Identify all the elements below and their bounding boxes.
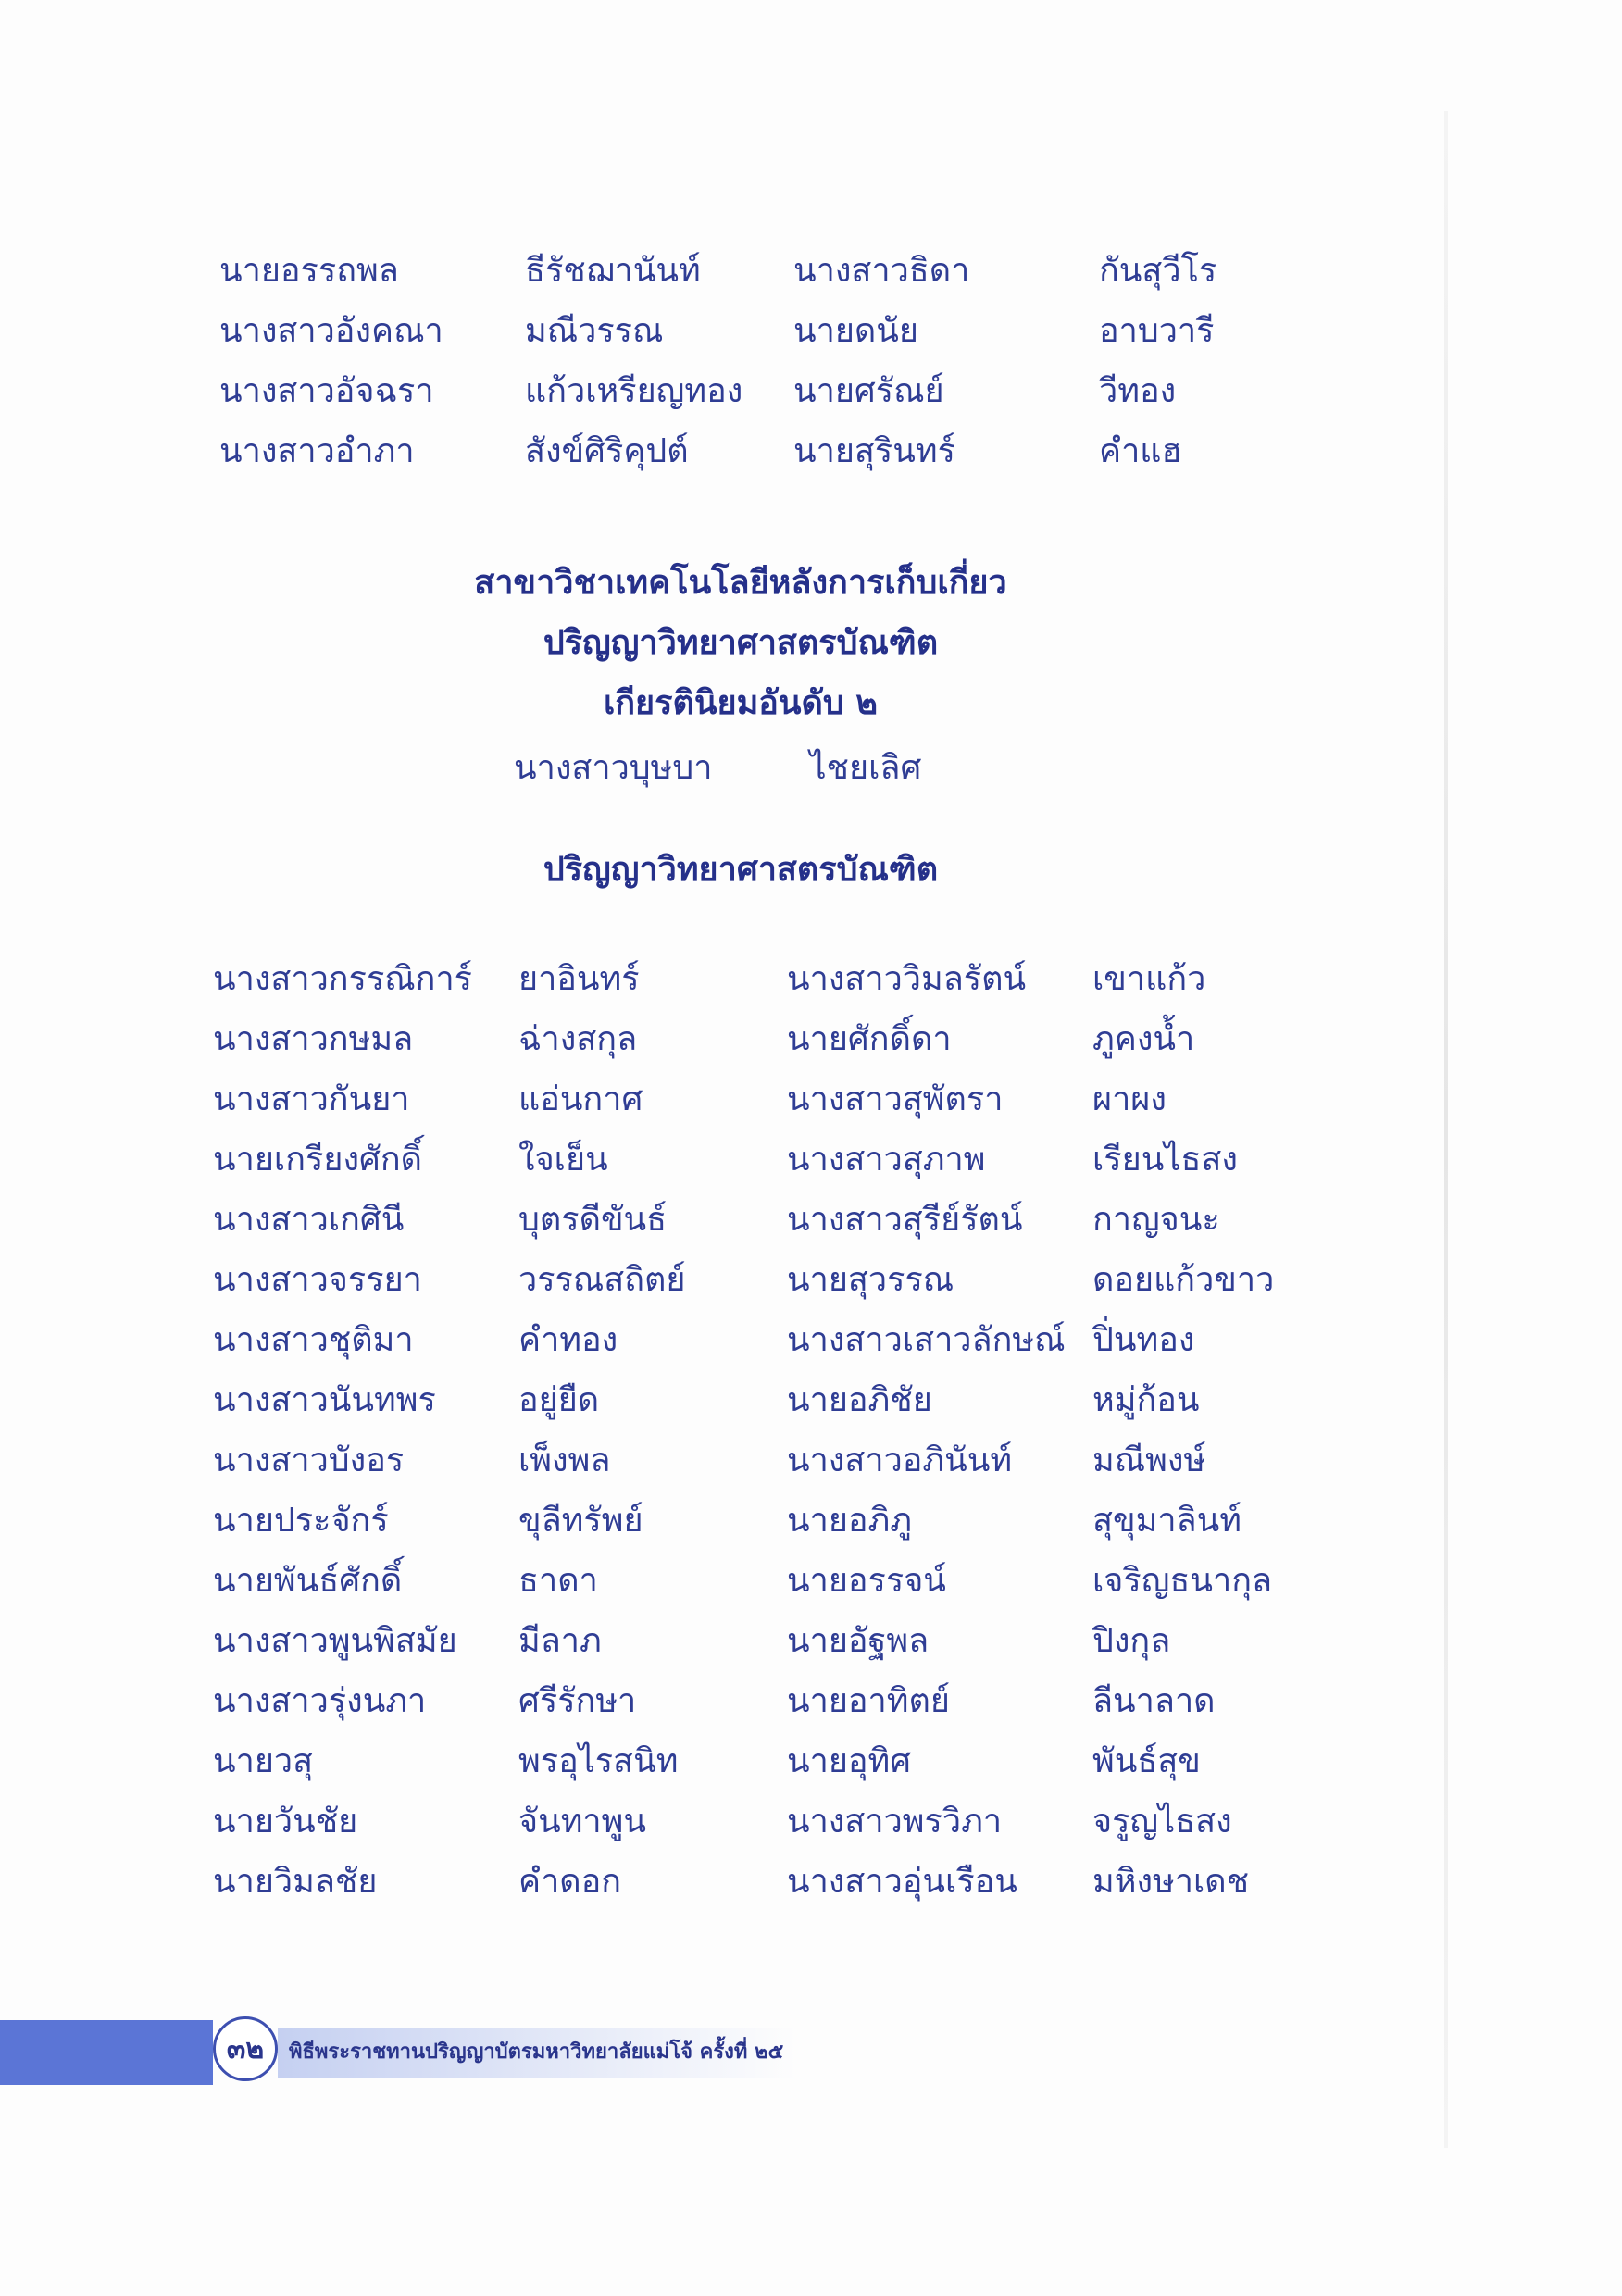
first-name-right: นางสาวเสาวลักษณ์: [787, 1321, 1066, 1359]
section-major-heading: สาขาวิชาเทคโนโลยีหลังการเก็บเกี่ยว: [474, 564, 1007, 602]
last-name-right: ภูคงน้ำ: [1092, 1020, 1195, 1058]
footer-title: พิธีพระราชทานปริญญาบัตรมหาวิทยาลัยแม่โจ้ ครั้งที่ ๒๕: [289, 2040, 784, 2064]
last-name-left: แก้วเหรียญทอง: [525, 372, 743, 410]
footer-band: [0, 2020, 213, 2085]
last-name-left: ธาดา: [518, 1562, 598, 1600]
last-name-right: วีทอง: [1099, 372, 1177, 410]
page-number-badge: ๓๒: [213, 2016, 278, 2081]
first-name-right: นายศรัณย์: [793, 372, 944, 410]
last-name-left: พรอุไรสนิท: [518, 1742, 679, 1780]
last-name-right: มณีพงษ์: [1092, 1441, 1206, 1479]
first-name-right: นายอภิภู: [787, 1502, 912, 1540]
section-degree-heading: ปริญญาวิทยาศาสตรบัณฑิต: [543, 624, 939, 662]
last-name-right: จรูญไธสง: [1092, 1803, 1232, 1841]
first-name-right: นายอุทิศ: [787, 1742, 912, 1780]
last-name-left: ศรีรักษา: [518, 1682, 637, 1720]
first-name-left: นายอรรถพล: [219, 252, 399, 290]
first-name-left: นางสาวรุ่งนภา: [213, 1682, 427, 1720]
last-name-right: หมู่ก้อน: [1092, 1381, 1200, 1419]
first-name-right: นายอภิชัย: [787, 1381, 932, 1419]
last-name-right: กันสุวีโร: [1099, 252, 1217, 290]
first-name-left: นางสาวบังอร: [213, 1441, 405, 1479]
first-name-right: นายอัฐพล: [787, 1622, 930, 1660]
first-name-left: นายเกรียงศักดิ์: [213, 1141, 423, 1179]
first-name-left: นายวันชัย: [213, 1803, 358, 1841]
first-name-right: นายสุรินทร์: [793, 432, 955, 470]
last-name-right: พันธ์สุข: [1092, 1742, 1201, 1780]
last-name-right: กาญจนะ: [1092, 1201, 1220, 1239]
last-name-left: มีลาภ: [518, 1622, 602, 1660]
last-name-right: เจริญธนากุล: [1092, 1562, 1273, 1600]
first-name-right: นายศักดิ์ดา: [787, 1020, 952, 1058]
first-name-left: นางสาวเกศินี: [213, 1201, 405, 1239]
honor-graduate-row: [514, 741, 921, 793]
first-name-left: นายวิมลชัย: [213, 1863, 378, 1901]
last-name-left: คำทอง: [518, 1321, 618, 1359]
last-name-right: คำแฮ: [1099, 432, 1182, 470]
first-name-right: นายดนัย: [793, 312, 918, 350]
first-name-right: นางสาวสุพัตรา: [787, 1080, 1004, 1118]
first-name-left: นางสาวกรรณิการ์: [213, 960, 473, 998]
first-name-left: นายประจักร์: [213, 1502, 389, 1540]
first-name-right: นายสุวรรณ: [787, 1261, 954, 1299]
last-name-left: มณีวรรณ: [525, 312, 664, 350]
section-honor-heading: เกียรตินิยมอันดับ ๒: [603, 684, 879, 722]
last-name-left: แอ่นกาศ: [518, 1080, 643, 1118]
first-name-left: นางสาวอำภา: [219, 432, 415, 470]
last-name-left: บุตรดีขันธ์: [518, 1201, 668, 1239]
last-name-right: ปิงกุล: [1092, 1622, 1171, 1660]
last-name-left: เพ็งพล: [518, 1441, 611, 1479]
last-name-right: ผาผง: [1092, 1080, 1167, 1118]
first-name-left: นายพันธ์ศักดิ์: [213, 1562, 403, 1600]
last-name-left: จันทาพูน: [518, 1803, 646, 1841]
first-name-left: นางสาวอัจฉรา: [219, 372, 434, 410]
graduate-list-bottom: [213, 949, 1296, 1912]
last-name-left: วรรณสถิตย์: [518, 1261, 686, 1299]
first-name-left: นางสาวพูนพิสมัย: [213, 1622, 457, 1660]
first-name-right: นางสาวธิดา: [793, 252, 970, 290]
last-name-right: ดอยแก้วขาว: [1092, 1261, 1275, 1299]
first-name-right: นางสาวอุ่นเรือน: [787, 1863, 1017, 1901]
last-name-right: มหิงษาเดช: [1092, 1863, 1250, 1901]
first-name-right: นายอาทิตย์: [787, 1682, 950, 1720]
last-name-left: ขุลีทรัพย์: [518, 1502, 643, 1540]
last-name-left: อยู่ยืด: [518, 1381, 600, 1419]
last-name-left: ใจเย็น: [518, 1141, 608, 1179]
last-name-right: เขาแก้ว: [1092, 960, 1206, 998]
last-name-right: เรียนไธสง: [1092, 1141, 1238, 1179]
last-name-left: ยาอินทร์: [518, 960, 640, 998]
first-name-left: นางสาวกันยา: [213, 1080, 410, 1118]
first-name-left: นางสาวอังคณา: [219, 312, 443, 350]
first-name-right: นางสาวสุรีย์รัตน์: [787, 1201, 1023, 1239]
last-name-left: คำดอก: [518, 1863, 622, 1901]
honor-last-name: ไชยเลิศ: [809, 749, 922, 787]
degree-heading: ปริญญาวิทยาศาสตรบัณฑิต: [543, 851, 939, 889]
honor-first-name: นางสาวบุษบา: [514, 749, 713, 787]
first-name-left: นายวสุ: [213, 1742, 314, 1780]
first-name-left: นางสาวจรรยา: [213, 1261, 422, 1299]
first-name-left: นางสาวชุติมา: [213, 1321, 414, 1359]
last-name-right: ปิ่นทอง: [1092, 1321, 1195, 1359]
first-name-right: นางสาววิมลรัตน์: [787, 960, 1027, 998]
last-name-right: สุขุมาลินท์: [1092, 1502, 1241, 1540]
first-name-right: นายอรรจน์: [787, 1562, 946, 1600]
page-edge: [1444, 111, 1448, 2148]
first-name-left: นางสาวนันทพร: [213, 1381, 436, 1419]
first-name-right: นางสาวพรวิภา: [787, 1803, 1003, 1841]
last-name-left: ฉ่างสกุล: [518, 1020, 638, 1058]
first-name-right: นางสาวอภินันท์: [787, 1441, 1013, 1479]
last-name-right: อาบวารี: [1099, 312, 1215, 350]
graduate-list-top: [219, 241, 1303, 481]
first-name-left: นางสาวกษมล: [213, 1020, 414, 1058]
last-name-left: ธีรัชฌานันท์: [525, 252, 701, 290]
first-name-right: นางสาวสุภาพ: [787, 1141, 986, 1179]
last-name-right: ลีนาลาด: [1092, 1682, 1216, 1720]
last-name-left: สังข์ศิริคุปต์: [525, 432, 689, 470]
